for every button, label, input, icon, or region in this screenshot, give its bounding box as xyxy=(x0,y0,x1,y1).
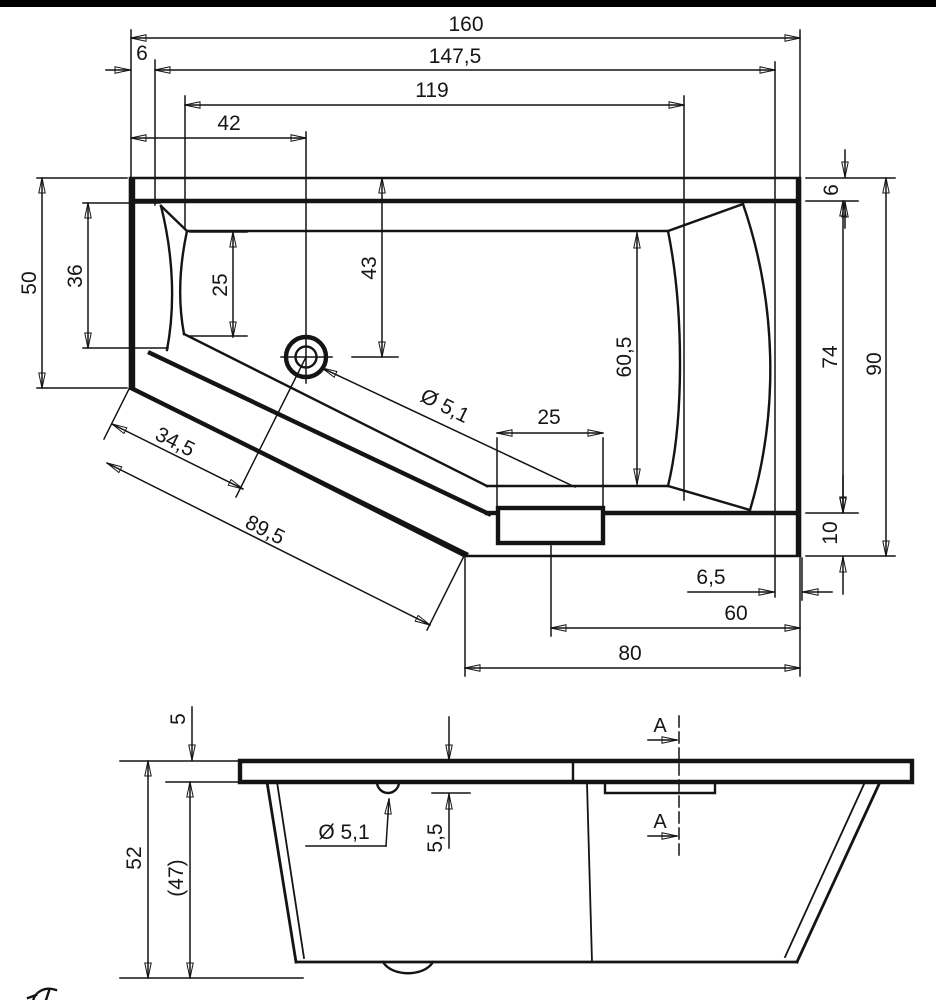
partial-logo xyxy=(28,989,56,1000)
dim-label-89-5: 89,5 xyxy=(241,510,289,550)
dim-label-160: 160 xyxy=(448,13,484,36)
dim-label-25-seat: 25 xyxy=(537,406,561,429)
side-right-skirt-outer xyxy=(797,782,880,962)
dim-label-6-left: 6 xyxy=(136,42,148,65)
dim-label-147-5: 147,5 xyxy=(428,45,482,68)
dim-label-52: 52 xyxy=(123,846,146,870)
plan-seat-step xyxy=(498,508,603,543)
dim-label-60: 60 xyxy=(724,602,748,625)
dim-label-43: 43 xyxy=(358,256,381,280)
dim-label-drain-diameter: Ø 5,1 xyxy=(416,384,474,428)
dim-label-6-right: 6 xyxy=(820,184,843,196)
dim-label-47: (47) xyxy=(165,859,188,897)
dim-label-5-5: 5,5 xyxy=(424,823,447,853)
dim-label-119: 119 xyxy=(415,79,449,102)
side-step-wall-line xyxy=(587,783,592,962)
section-label-a-top: A xyxy=(653,715,667,737)
dim-label-drain-diameter-side: Ø 5,1 xyxy=(318,821,370,844)
dim-label-42: 42 xyxy=(217,112,241,135)
plan-floor-top-edge xyxy=(161,204,743,231)
dim-label-80: 80 xyxy=(618,642,642,665)
plan-backrest-outer-arc xyxy=(743,204,770,510)
side-drain-boss xyxy=(383,962,433,973)
dim-label-25-headrest: 25 xyxy=(209,273,232,297)
side-right-skirt-inner xyxy=(785,782,865,957)
dim-label-60-5: 60,5 xyxy=(613,336,636,378)
plan-headrest-outer-arc xyxy=(161,206,172,350)
drain-leader-line xyxy=(386,799,389,846)
side-rim-slab xyxy=(240,761,912,782)
dim-label-5: 5 xyxy=(167,713,190,725)
section-label-a-bottom: A xyxy=(653,811,667,833)
plan-backrest-inner-arc xyxy=(668,231,680,486)
plan-headrest-inner-arc xyxy=(180,231,187,334)
dim-label-34-5: 34,5 xyxy=(151,422,199,462)
dim-label-6-5: 6,5 xyxy=(696,566,726,589)
side-seat-plate xyxy=(605,783,715,793)
extension-line xyxy=(427,556,464,630)
dim-label-50: 50 xyxy=(18,271,41,295)
plan-view xyxy=(18,13,895,676)
logo-mark xyxy=(28,989,56,1000)
plan-rim-diagonal-inner xyxy=(150,353,489,514)
dim-label-36: 36 xyxy=(64,264,87,288)
plan-outer-outline xyxy=(130,178,800,556)
side-view xyxy=(120,707,912,978)
dim-label-74: 74 xyxy=(819,345,842,369)
dim-label-90: 90 xyxy=(863,352,886,376)
dim-label-10: 10 xyxy=(819,521,842,545)
